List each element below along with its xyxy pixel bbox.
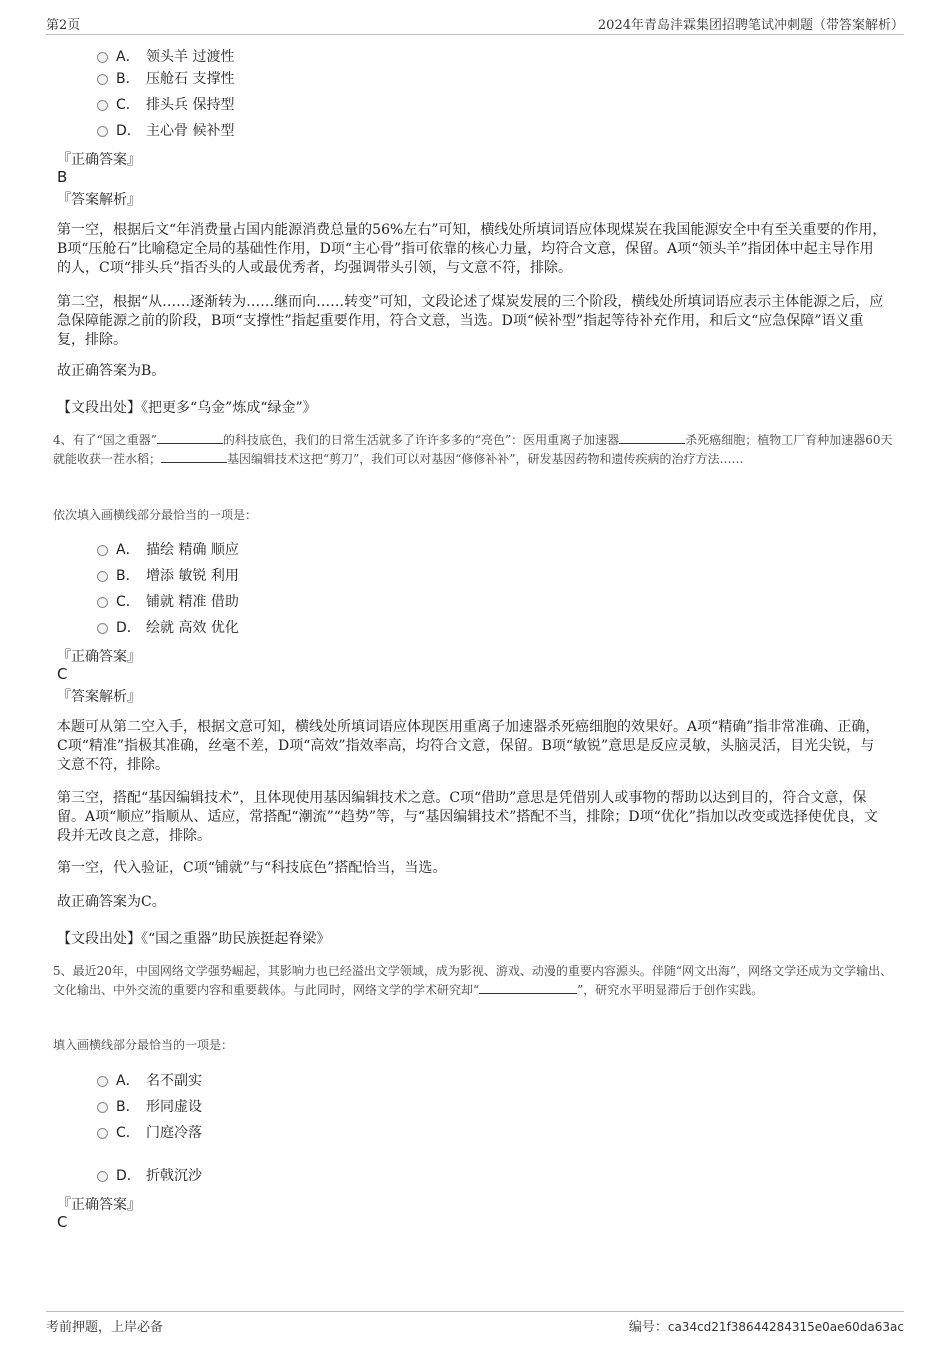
q5-stem: 5、最近20年，中国网络文学强势崛起，其影响力也已经溢出文学领域，成为影视、游戏、动漫的重要内容源头。伴随“网文出海”，网络文学还成为文学输出、文化输出、中外交流的重要内容和重要载体。与此同时，网络文学的学术研究却“ ”，研究水平明显滞后于创作实践。 xyxy=(53,964,893,997)
q5-option-a[interactable]: A． 名不副实 xyxy=(97,1071,202,1091)
q3-analysis-paragraph: 第二空，根据“从……逐渐转为……继而向……转变”可知，文段论述了煤炭发展的三个阶段，横线处所填词语应表示主体能源之后，应急保障能源之前的阶段，B项“支撑性”指起重要作用，符合文意，当选。D项“候补型”指起等待补充作用，和后文“应急保障”语义重复，排除。 xyxy=(57,294,884,348)
fill-blank xyxy=(161,450,227,463)
q4-analysis-paragraph: 本题可从第二空入手，根据文意可知，横线处所填词语应体现医用重离子加速器杀死癌细胞的效果好。A项“精确”指非常准确、正确，C项“精准”指极其准确，丝毫不差，D项“高效”指效率高，均符合文意，保留。B项“敏锐”意思是反应灵敏，头脑灵活，目光尖锐，与文意不符，排除。 xyxy=(57,719,880,773)
radio-icon[interactable] xyxy=(97,1076,108,1087)
q3-answer-label: 『正确答案』 xyxy=(57,152,141,168)
radio-icon[interactable] xyxy=(97,597,108,608)
radio-icon[interactable] xyxy=(97,126,108,137)
q3-analysis-paragraph: 第一空，根据后文“年消费量占国内能源消费总量的56%左右”可知，横线处所填词语应体现煤炭在我国能源安全中有至关重要的作用，B项“压舱石”比喻稳定全局的基础性作用，D项“主心骨”指可依靠的核心力量，均符合文意，保留。A项“领头羊”指团体中起主导作用的人，C项“排头兵”指否头的人或最优秀者，均强调带头引领，与文意不符，排除。 xyxy=(57,222,887,276)
q4-conclusion: 故正确答案为C。 xyxy=(57,894,166,910)
q3-option-b[interactable]: B． 压舱石 支撑性 xyxy=(97,69,234,89)
q4-analysis-paragraph: 第三空，搭配“基因编辑技术”，且体现使用基因编辑技术之意。C项“借助”意思是凭借别人或事物的帮助以达到目的，符合文意，保留。A项“顺应”指顺从、适应，常搭配“潮流”“趋势”等，与“基因编辑技术”搭配不当，排除；D项“优化”指加以改变或选择使优良，文段并无改良之意，排除。 xyxy=(57,790,878,844)
radio-icon[interactable] xyxy=(97,623,108,634)
radio-icon[interactable] xyxy=(97,545,108,556)
q4-analysis-label: 『答案解析』 xyxy=(57,689,141,705)
q4-option-b[interactable]: B． 增添 敏锐 利用 xyxy=(97,566,239,586)
footer-slogan: 考前押题，上岸必备 xyxy=(46,1320,164,1335)
q4-answer: C xyxy=(57,665,68,683)
q4-analysis-paragraph: 第一空，代入验证，C项“铺就”与“科技底色”搭配恰当，当选。 xyxy=(57,860,447,876)
radio-icon[interactable] xyxy=(97,52,108,63)
q3-conclusion: 故正确答案为B。 xyxy=(57,363,166,379)
page-footer xyxy=(46,1311,904,1336)
q3-option-a[interactable]: A． 领头羊 过渡性 xyxy=(97,47,234,67)
q4-source: 【文段出处】《“国之重器”助民族挺起脊梁》 xyxy=(57,931,331,947)
document-title: 2024年青岛沣霖集团招聘笔试冲刺题（带答案解析） xyxy=(597,18,904,33)
q5-option-d[interactable]: D． 折戟沉沙 xyxy=(97,1166,202,1186)
q3-source: 【文段出处】《把更多“乌金”炼成“绿金”》 xyxy=(57,400,317,416)
q5-option-c[interactable]: C． 门庭冷落 xyxy=(97,1123,202,1143)
radio-icon[interactable] xyxy=(97,1128,108,1139)
radio-icon[interactable] xyxy=(97,1171,108,1182)
q5-option-b[interactable]: B． 形同虚设 xyxy=(97,1097,202,1117)
q4-option-c[interactable]: C． 铺就 精准 借助 xyxy=(97,592,239,612)
q4-stem: 4、有了“国之重器” 的科技底色，我们的日常生活就多了许许多多的“亮色”：医用重离子加速器 杀死癌细胞；植物工厂育种加速器60天就能收获一茬水稻； 基因编辑技术这把“剪刀”，我们可以对基因“修修补补”，研发基因药物和遗传疾病的治疗方法…… xyxy=(53,433,893,466)
radio-icon[interactable] xyxy=(97,1102,108,1113)
q4-option-a[interactable]: A． 描绘 精确 顺应 xyxy=(97,540,239,560)
q3-option-d[interactable]: D． 主心骨 候补型 xyxy=(97,121,234,141)
radio-icon[interactable] xyxy=(97,571,108,582)
fill-blank xyxy=(619,431,685,444)
fill-blank xyxy=(157,431,223,444)
radio-icon[interactable] xyxy=(97,74,108,85)
page-number: 第2页 xyxy=(46,18,81,33)
fill-blank xyxy=(479,981,577,994)
q4-prompt: 依次填入画横线部分最恰当的一项是： xyxy=(53,508,258,522)
document-code: 编号：ca34cd21f38644284315e0ae60da63ac xyxy=(628,1320,904,1335)
radio-icon[interactable] xyxy=(97,100,108,111)
q3-option-c[interactable]: C． 排头兵 保持型 xyxy=(97,95,234,115)
q3-answer: B xyxy=(57,168,68,186)
q5-prompt: 填入画横线部分最恰当的一项是： xyxy=(53,1038,234,1052)
q5-answer-label: 『正确答案』 xyxy=(57,1197,141,1213)
q3-analysis-label: 『答案解析』 xyxy=(57,192,141,208)
q4-answer-label: 『正确答案』 xyxy=(57,649,141,665)
q4-option-d[interactable]: D． 绘就 高效 优化 xyxy=(97,618,239,638)
page-header xyxy=(46,12,904,35)
q5-answer: C xyxy=(57,1213,68,1231)
